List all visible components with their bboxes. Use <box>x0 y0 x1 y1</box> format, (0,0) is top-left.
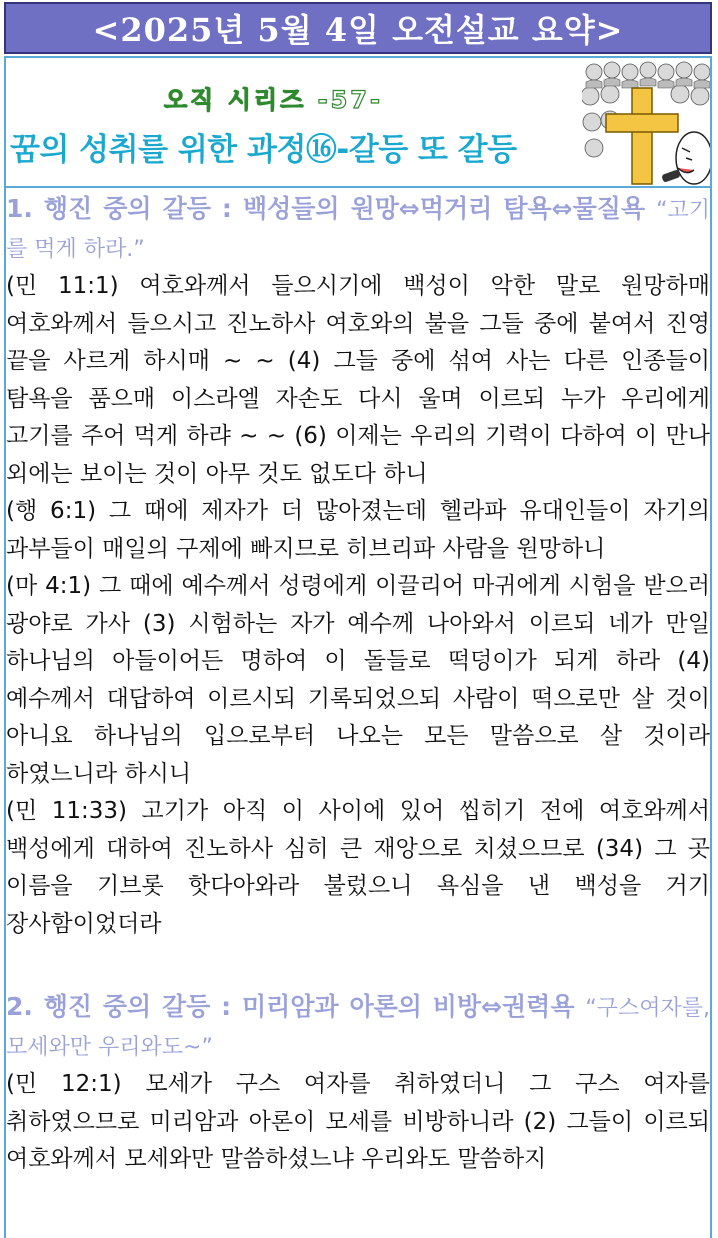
section-heading-2 <box>6 988 710 1066</box>
sermon-body <box>6 190 710 1179</box>
section-spacer <box>6 943 710 988</box>
scripture-paragraph: (민 11:1) 여호와께서 들으시기에 백성이 악한 말로 원망하매 여호와께서 들으시고 진노하사 여호와의 불을 그들 중에 붙여서 진영 끝을 사르게 하시매 ~ ~ (4) 그들 중에 섞여 사는 다른 인종들이 탐욕을 품으매 이스라엘 자손도 다시 울며 이르되 누가 우리에게 고기를 주어 먹게 하랴 ~ ~ (6) 이제는 우리의 기력이 다하여 이 만나 외에는 보이는 것이 아무 것도 없도다 하니 <box>6 273 710 487</box>
section-heading-text: 2. 행진 중의 갈등 : 미리암과 아론의 비방⇔권력욕 <box>6 992 575 1021</box>
section-heading-text: 1. 행진 중의 갈등 : 백성들의 원망⇔먹거리 탐욕⇔물질욕 <box>6 194 646 223</box>
scripture-paragraph: (민 11:33) 고기가 아직 이 사이에 있어 씹히기 전에 여호와께서 백성에게 대하여 진노하사 심히 큰 재앙으로 치셨으므로 (34) 그 곳 이름을 기브롯 핫다아와라 불렀으니 욕심을 낸 백성을 거기 장사함이었더라 <box>6 798 710 937</box>
sermon-subtitle: 꿈의 성취를 위한 과정⑯-갈등 또 갈등 <box>10 132 517 168</box>
praying-crowd-with-cross-icon <box>582 60 710 186</box>
scripture-paragraph: (마 4:1) 그 때에 예수께서 성령에게 이끌리어 마귀에게 시험을 받으러 광야로 가사 (3) 시험하는 자가 예수께 나아와서 이르되 네가 만일 하나님의 아들이어든 명하여 이 돌들로 떡덩이가 되게 하라 (4) 예수께서 대답하여 이르시되 기록되었으되 사람이 떡으로만 살 것이 아니요 하나님의 입으로부터 나오는 모든 말씀으로 살 것이라 하였느니라 하시니 <box>6 573 710 787</box>
header-section <box>6 58 710 188</box>
series-label: 오직 시리즈 -57- <box>164 86 383 114</box>
scripture-paragraph: (민 12:1) 모세가 구스 여자를 취하였더니 그 구스 여자를 취하였으므로 미리암과 아론이 모세를 비방하니라 (2) 그들이 이르되 여호와께서 모세와만 말씀하셨느냐 우리와도 말씀하지 <box>6 1071 710 1172</box>
section-quote: “구스여자를, 모세와만 우리와도~” <box>6 996 710 1060</box>
page-title: <2025년 5월 4일 오전설교 요약> <box>92 11 624 49</box>
section-quote: “고기를 먹게 하라.” <box>6 198 710 262</box>
section-heading-1 <box>6 190 710 268</box>
scripture-paragraph: (행 6:1) 그 때에 제자가 더 많아졌는데 헬라파 유대인들이 자기의 과부들이 매일의 구제에 빠지므로 히브리파 사람을 원망하니 <box>6 498 710 562</box>
title-banner <box>4 2 712 54</box>
